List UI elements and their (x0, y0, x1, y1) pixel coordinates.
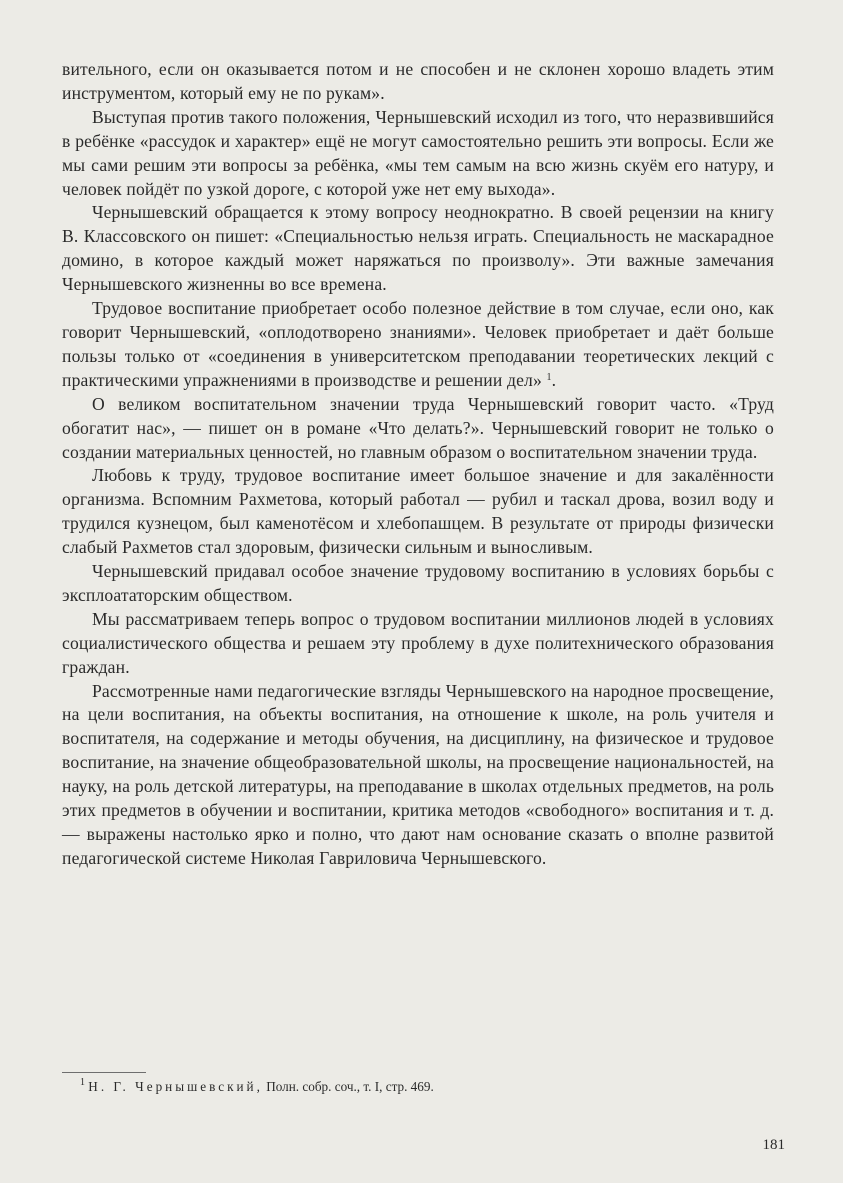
paragraph-5: О великом воспитательном значении труда Чернышевский говорит часто. «Труд обогатит нас», — пишет он в романе «Что делать?». Чернышевский говорит не только о создании материальных ценностей, но главным образом о воспитательном значении труда. (62, 393, 774, 462)
footnote-ref[interactable]: 1 (546, 371, 552, 383)
footnote-author: Н. Г. Чернышевский, (88, 1079, 263, 1094)
paragraph-4-tail: . (551, 369, 557, 390)
paragraph-4 (62, 297, 774, 393)
paragraph-7: Чернышевский придавал особое значение трудовому воспитанию в условиях борьбы с эксплоататорским обществом. (62, 561, 774, 605)
paragraph-4-text: Трудовое воспитание приобретает особо полезное действие в том случае, если оно, как говорит Чернышевский, «оплодотворено знаниями». Человек приобретает и даёт больше пользы только от «соединения в университетском преподавании теоретических лекций с практическими упражнениями в производстве и решении дел» (62, 298, 774, 390)
paragraph-9: Рассмотренные нами педагогические взгляды Чернышевского на народное просвещение, на цели воспитания, на объекты воспитания, на отношение к школе, на роль учителя и воспитателя, на содержание и методы обучения, на дисциплину, на физическое и трудовое воспитание, на значение общеобразовательной школы, на просвещение национальностей, на науку, на роль детской литературы, на преподавание в школах отдельных предметов, на роль этих предметов в обучении и воспитании, критика методов «свободного» воспитания и т. д. — выражены настолько ярко и полно, что дают нам основание сказать о вполне развитой педагогической системе Николая Гавриловича Чернышевского. (62, 680, 774, 868)
footnote-divider (62, 1072, 146, 1073)
paragraph-3: Чернышевский обращается к этому вопросу неоднократно. В своей рецензии на книгу В. Классовского он пишет: «Специальностью нельзя играть. Специальность не маскарадное домино, в которое каждый может наряжаться по произволу». Эти важные замечания Чернышевского жизненны во все времена. (62, 202, 774, 295)
footnote-marker: 1 (80, 1077, 85, 1088)
footnote (80, 1078, 770, 1096)
paragraph-8: Мы рассматриваем теперь вопрос о трудовом воспитании миллионов людей в условиях социалистического общества и решаем эту проблему в духе политехнического образования граждан. (62, 608, 774, 677)
page-body (62, 58, 774, 871)
paragraph-1: вительного, если он оказывается потом и не способен и не склонен хорошо владеть этим инструментом, который ему не по рукам». (62, 59, 774, 103)
paragraph-2: Выступая против такого положения, Чернышевский исходил из того, что неразвившийся в ребёнке «рассудок и характер» ещё не могут самостоятельно решить эти вопросы. Если же мы сами решим эти вопросы за ребёнка, «мы тем самым на всю жизнь скуём его натуру, и человек пойдёт по узкой дороге, с которой уже нет ему выхода». (62, 106, 774, 199)
paragraph-6: Любовь к труду, трудовое воспитание имеет большое значение и для закалённости организма. Вспомним Рахметова, который работал — рубил и таскал дрова, возил воду и трудился кузнецом, был каменотёсом и хлебопашцем. В результате от природы физически слабый Рахметов стал здоровым, физически сильным и выносливым. (62, 465, 774, 558)
page-number: 181 (762, 1137, 785, 1153)
footnote-source: Полн. собр. соч., т. I, стр. 469. (262, 1079, 434, 1094)
